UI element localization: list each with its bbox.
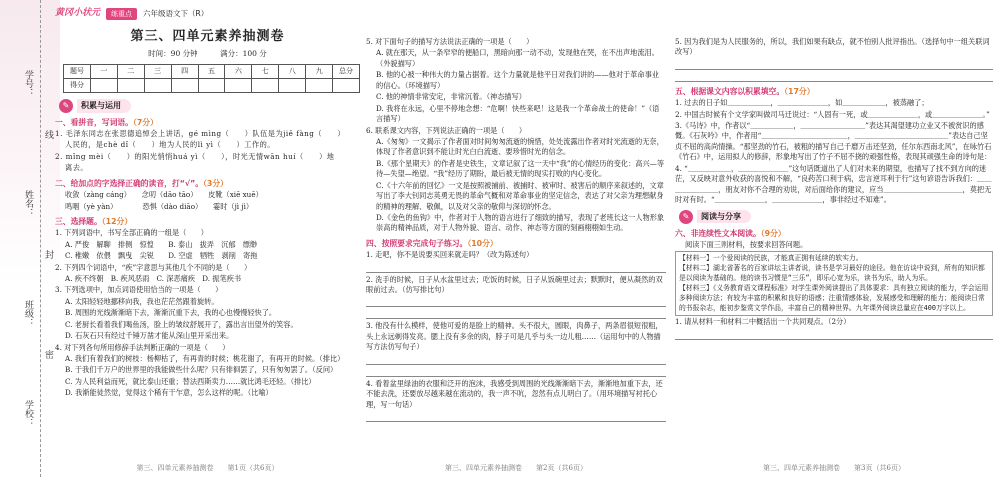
book-icon: ✎	[679, 210, 693, 224]
section-6-points: （9分）	[760, 228, 786, 238]
option-line: A.《匆匆》一文揭示了作者面对时间匆匆流逝的惋惜，处处流露出作者对时光流逝的无奈，体现了作者意识到不能让时光白白流逝、要珍惜时光的信念。	[376, 136, 664, 157]
score-input[interactable]	[279, 78, 306, 92]
page-title: 第三、四单元素养抽测卷	[130, 29, 285, 44]
option-line: D. 我渐能徒然觉，觉得这个稀有干乍意，怎么这样的呢。（比喻）	[65, 388, 273, 398]
option-line: C. 他的神情非常安定，非常沉着。（神态描写）	[376, 92, 526, 102]
section-6-heading: 六、非连续性文本阅读。	[675, 228, 761, 238]
answer-line[interactable]	[366, 355, 666, 365]
banner-label: 积累与运用	[77, 99, 131, 113]
answer-line[interactable]	[675, 72, 993, 82]
section-2-heading: 二、给加点的字选择正确的读音，打“√”。	[55, 178, 203, 188]
option-line: D. 石灰石只有经过千锤万凿才能从深山里开采出来。	[65, 331, 234, 341]
page-3	[675, 0, 993, 477]
score-cell: 题号	[64, 64, 91, 78]
section-4-points: （10分）	[467, 238, 498, 248]
question-line: 3.《马诗》中，作者以“＿＿＿＿＿＿，＿＿＿＿＿＿＿＿＿”表达其渴望建功立业又不被赏识的感慨。《石灰吟》中，作者用“＿＿＿＿＿＿＿＿＿＿＿＿，＿＿＿＿＿＿＿＿＿＿＿＿＿”表达自己坚贞不屈的高尚情操。“那坚劲的竹石，被粗的描写自己千磨万击还坚劲，任尔东西南北风”，在咏竹石《竹石》中，运用拟人的修辞，形象地写出了竹子不屈不挠的顽强性格，表现其顽强生命的诗句是：	[675, 121, 992, 162]
question-line: 5. 对下面句子的描写方法说法正确的一项是（ ）	[366, 37, 534, 46]
option-line: B. 他的心被一种伟大的力量占据着。这个力量就是他平日对我们讲的——他对于革命事业的信心。（环境描写）	[376, 70, 659, 90]
seal-char-mi: 密	[43, 350, 53, 359]
option-line: A. 太阳轻轻地挪移向我，我也茫茫然跟着旋转。	[65, 296, 219, 306]
page-header	[55, 4, 360, 24]
section-3-points: （12分）	[101, 216, 133, 226]
section-banner	[679, 210, 993, 224]
score-cell: 二	[117, 64, 144, 78]
score-cell: 总分	[333, 64, 360, 78]
page-footer: 第三、四单元素养抽测卷 第2页（共6页）	[445, 463, 587, 472]
section-6-title	[675, 228, 993, 239]
score-input[interactable]	[117, 78, 144, 92]
answer-line[interactable]	[675, 330, 993, 340]
option-line: A. 疾不终朝 B. 疾风恶雨 C. 深恶痛疾 D. 振笔疾书	[65, 273, 242, 283]
score-cell: 八	[279, 64, 306, 78]
option-line: C.《十六年前的回忆》一文是按照被捕前、被捕时、被审时、被害后的顺序来叙述的，文章写出了李大钊同志英勇无畏的革命气概和对革命事业的坚定信念，表达了对父亲为理想献身的精神的理解、敬佩，以及对父亲的敬仰与深切的怀念。	[376, 180, 664, 211]
seal-char-feng: 封	[43, 250, 53, 259]
seal-char-xian: 线	[43, 130, 53, 139]
material-1: 【材料一】一个爱阅读的民族，才能真正拥有延续的软实力。	[679, 254, 863, 263]
material-3: 【材料三】《义务教育语文课程标准》对学生课外阅读提出了具体要求：具有独立阅读的能力，学会运用多种阅读方法；有较为丰富的积累和良好的语感；注重情感体验，发展感受和理解的能力；能阅读日常的书报杂志，能初步鉴赏文学作品，丰富自己的精神世界。九年课外阅读总量应在400万字以上。	[679, 283, 989, 312]
score-header-row	[64, 64, 360, 78]
option-line: D.《金色的鱼钩》中，作者对于人物的语言进行了细致的描写，表现了老班长这一人物形象崇高的精神品质，对于人物外貌、语言、动作、神态等方面的刻画栩栩如生动。	[376, 213, 665, 233]
option-line: B. 周围的光线渐渐暗下去，渐渐沉重下去，我的心也慢慢轻快了。	[65, 308, 277, 318]
question-line: 鸣咽（yè yàn） 恐惧（dào diāo） 霎时（jì jì）	[65, 201, 254, 211]
section-banner	[59, 99, 360, 113]
score-input[interactable]	[198, 78, 225, 92]
section-4-heading: 四、按照要求完成句子练习。	[366, 238, 468, 248]
question-line: 2. 下列四个词语中，“疾”字意思与其他几个不同的是（ ）	[55, 262, 252, 272]
brand-logo: 黄冈小状元	[55, 8, 101, 19]
question-line: 4. “＿＿＿＿＿＿，＿＿＿＿＿＿＿”这句话既道出了人们对未来的期望，也描写了找不到方向的迷茫，又反映对意外收获的喜悦和不解，“良药苦口利于病，忠言逆耳利于行”这句谚语告诉我们：＿＿＿＿＿＿＿＿，朋友对你不合理的劝说，对后面给你的建议，应当＿＿＿＿＿＿＿＿＿＿＿，莫把无时对有时。“＿＿＿＿＿＿＿，＿＿＿＿＿＿＿，事非经过不知难”。	[675, 163, 992, 205]
student-id-label: 学号：	[23, 70, 33, 97]
section-2-points: （3分）	[203, 178, 228, 188]
question-line: 2. mǐng mèi（ ）的阳光悄悄huá yì（ ），时光无情wān huí（ ）地	[55, 151, 335, 161]
score-cell: 七	[252, 64, 279, 78]
question-line: 1. 毛泽东同志在张思德追悼会上讲话，gé mìng（ ）队伍是为jiě fàng（ ）	[55, 129, 346, 139]
answer-line[interactable]	[366, 309, 666, 319]
material-2: 【材料二】湖北省著名的百家讲坛主讲者说，读书是学习最好的途径。他在访谈中说到，所有的知识都是以阅读为基础的。他的读书习惯是“三乐”，即乐心宽为乐，读书为乐，助人为乐。	[679, 264, 985, 282]
binding-column	[0, 0, 52, 477]
section-5-heading: 五、根据课文内容以积累填空。	[675, 86, 785, 96]
score-input[interactable]	[252, 78, 279, 92]
score-input[interactable]	[225, 78, 252, 92]
score-table	[63, 64, 360, 93]
page-footer: 第三、四单元素养抽测卷 第3页（共6页）	[763, 463, 905, 472]
section-3-heading: 三、选择题。	[55, 216, 102, 226]
banner-label: 阅读与分享	[697, 210, 751, 224]
option-line: A. 我们有着我们的树枝：杨柳枯了，有再青的时候；桃花谢了，有再开的时候。（排比）	[65, 354, 345, 364]
book-icon: ✎	[59, 99, 73, 113]
section-3-title	[55, 216, 360, 227]
question-line: 1. 下列词语中，书写全部正确的一组是（ ）	[55, 228, 208, 238]
option-line: A. 严俊 解聊 排侧 惊惶 B. 泰山 拔弄 沉郁 缥缈	[65, 239, 258, 249]
answer-line[interactable]	[366, 412, 666, 422]
section-5-points: （17分）	[784, 86, 815, 96]
cut-line	[40, 0, 41, 477]
score-cell: 九	[306, 64, 333, 78]
score-cell: 五	[198, 64, 225, 78]
option-line: D. 我将在永远，心里不停地念想：“危啊！快些来吧！这是我一个革命战士的使命！”（语言描写）	[376, 103, 660, 124]
question-line: 收敛（zàng cáng） 念叨（dāo tāo） 皮靴（xiē xuē）	[65, 190, 263, 200]
score-input[interactable]	[144, 78, 171, 92]
question-line: 4. 对下列各句所用修辞手法判断正确的一项是（ ）	[55, 342, 230, 352]
score-cell: 得分	[64, 78, 91, 92]
answer-line[interactable]	[675, 60, 993, 70]
question-line: 4. 看着盆里绿油的衣服和泛开的泡沫，我感受到周围的光线渐渐暗下去，渐渐地加重下去，还不能去洗，还要放尽越来越在流动的，我一声不吭，忽然有点儿明白了。（用环境描写衬托心理，写一句话）	[366, 378, 663, 409]
school-label: 学校：	[23, 400, 33, 427]
question-line: 人民的，是chè dǐ（ ）地为人民的lì yì（ ）工作的。	[65, 140, 275, 150]
class-label: 班级：	[23, 300, 33, 327]
section-2-title	[55, 178, 360, 189]
question-line: 离去。	[65, 163, 89, 173]
question-line: 3. 下列选项中，加点词语使用恰当的一项是（ ）	[55, 285, 223, 295]
question-line: 1. 请从材料一和材料二中概括出一个共同观点。（2分）	[675, 317, 851, 327]
score-cell: 六	[225, 64, 252, 78]
section-4-title	[366, 238, 666, 249]
reading-intro: 阅读下面三则材料，按要求回答问题。	[685, 239, 808, 249]
question-line: 1. 过去的日子如＿＿＿＿＿＿，＿＿＿＿＿＿＿，如＿＿＿＿＿＿，被蒸融了；	[675, 98, 929, 108]
option-line: C. 老厨长看着我们喝鱼汤，脸上的皱纹舒展开了，露出言出望外的笑容。	[65, 319, 298, 329]
score-input[interactable]	[333, 78, 360, 92]
materials-box	[675, 251, 993, 316]
answer-line[interactable]	[366, 263, 666, 273]
page-2	[366, 0, 666, 477]
grade-label: 六年级语文下（R）	[143, 8, 209, 18]
page-1	[55, 0, 360, 477]
score-cell: 三	[144, 64, 171, 78]
section-1-points: （7分）	[132, 117, 158, 127]
option-line: C. 为人民利益而死，就比泰山还重；替法西斯卖力……就比鸿毛还轻。（排比）	[65, 376, 316, 386]
score-input[interactable]	[171, 78, 198, 92]
question-line: 5. 因为我们是为人民服务的，所以，我们如果有缺点，就不怕别人批评指出。（选择句中一组关联词改写）	[675, 37, 990, 57]
page-footer: 第三、四单元素养抽测卷 第1页（共6页）	[136, 463, 279, 472]
header-tag: 练重点	[106, 8, 137, 20]
score-cell: 一	[90, 64, 117, 78]
score-input[interactable]	[306, 78, 333, 92]
score-value-row	[64, 78, 360, 92]
option-line: A. 就在那天，从一条窄窄的便船口，黑暗向那一动不动，发现他在哭，在不出声地流泪。（外貌描写）	[376, 48, 659, 68]
section-1-title	[55, 117, 360, 128]
section-5-title	[675, 86, 993, 97]
answer-line[interactable]	[366, 297, 666, 307]
exam-meta: 时间：90 分钟 满分：100 分	[148, 48, 267, 58]
option-line: C. 稚嫩 依偎 飘曳 尖锐 D. 空虚 牺牲 剥削 寄拖	[65, 251, 258, 261]
question-line: 1. 走吧，你不是说要买回来就走吗？（改为陈述句）	[366, 250, 534, 260]
name-label: 姓名：	[23, 190, 33, 217]
question-line: 6. 联系课文内容，下列说法正确的一项是（ ）	[366, 125, 527, 135]
question-line: 2. 洗手的时候，日子从水盆里过去；吃饭的时候，日子从饭碗里过去；默默时，便从凝然的双眼前过去。（仿写排比句）	[366, 274, 663, 295]
answer-line[interactable]	[366, 367, 666, 377]
score-cell: 四	[171, 64, 198, 78]
option-line: B.《那个星期天》的作者是史铁生，文章记叙了这一天中“我”的心情经历的变化：高兴—等待—失望—绝望。“我”经历了期盼，最后被无情的现实打败的内心变化。	[376, 158, 665, 179]
question-line: 3. 他没有什么模样，使他可爱的是脸上的精神。头不很大，圆眼，肉鼻子，两条眉很短很粗，头上永远剃得发亮。腮上没有多余的肉，脖子可是几乎与头一边儿粗……（运用句中的人物描写方法仿写句子）	[366, 321, 663, 352]
option-line: B. 于我们千万户的世界里的我能做些什么呢？只有徘徊罢了，只有匆匆罢了。（反问）	[65, 365, 338, 375]
score-input[interactable]	[90, 78, 117, 92]
section-1-heading: 一、看拼音，写词语。	[55, 117, 133, 127]
question-line: 2. 中国古时候有个文学家叫做司马迁说过：“人固有一死，或＿＿＿＿＿＿＿，或＿＿＿＿＿＿＿。”	[675, 109, 990, 119]
